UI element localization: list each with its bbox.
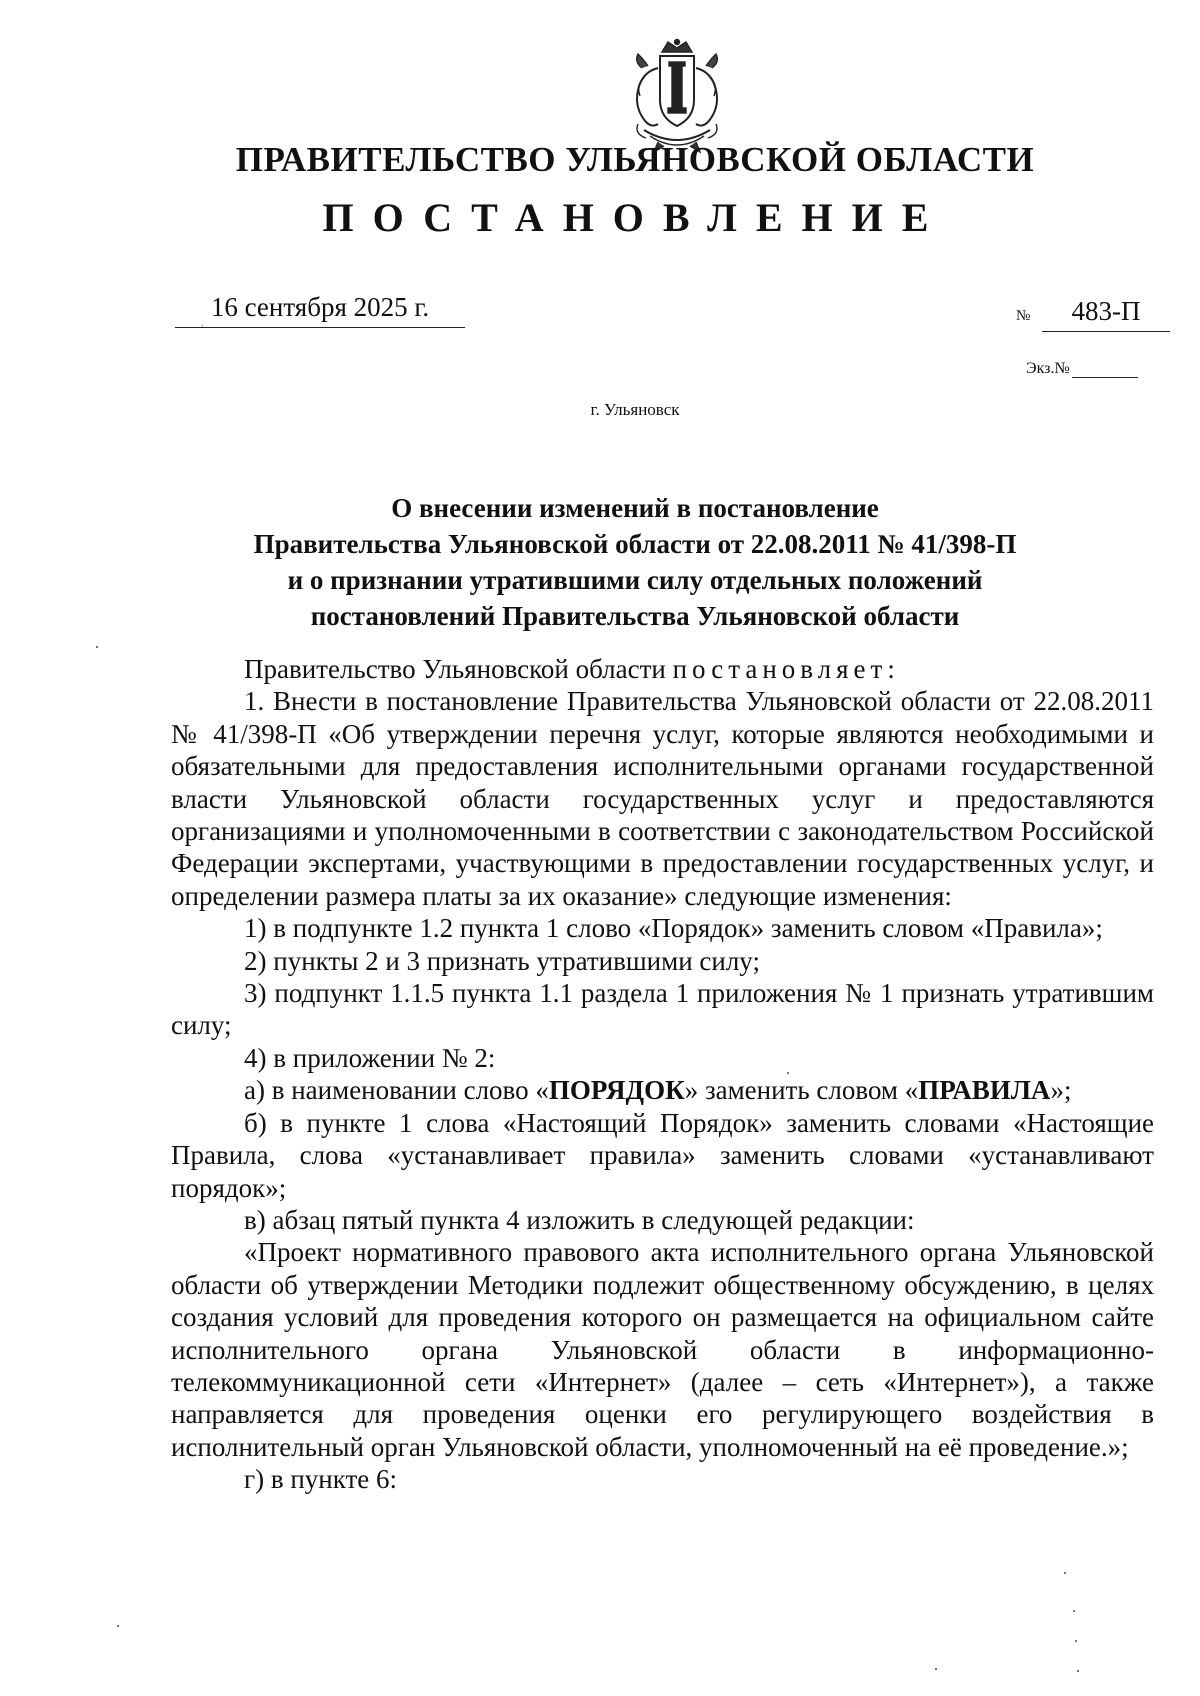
document-number: 483-П xyxy=(1042,296,1170,332)
preamble-prefix: Правительство Ульяновской области xyxy=(244,654,673,684)
subitem-4a-middle: » заменить словом « xyxy=(684,1075,919,1106)
subitem-4a-suffix: »; xyxy=(1050,1075,1072,1106)
copy-number-field xyxy=(1026,360,1138,378)
scan-speck xyxy=(1077,1670,1079,1672)
subitem-4a-old-word: ПОРЯДОК xyxy=(548,1075,685,1106)
subitem-4a-paragraph xyxy=(171,1074,1154,1106)
document-body xyxy=(171,653,1154,1496)
scan-speck xyxy=(1075,1640,1077,1642)
scan-speck xyxy=(787,1072,789,1074)
subitem-4b-paragraph: б) в пункте 1 слова «Настоящий Порядок» заменить словами «Настоящие Правила, слова «устанавливает правила» заменить словами «устанавливают порядок»; xyxy=(171,1107,1154,1203)
scan-speck xyxy=(935,1668,937,1670)
subitem-4a-prefix: а) в наименовании слово « xyxy=(244,1075,549,1106)
scan-speck xyxy=(117,1625,119,1627)
scan-speck xyxy=(96,646,98,648)
subitem-4a-new-word: ПРАВИЛА xyxy=(918,1075,1051,1106)
scan-speck xyxy=(1073,1610,1075,1612)
date-tick-mark: ˈ xyxy=(201,324,205,335)
quoted-paragraph: «Проект нормативного правового акта исполнительного органа Ульяновской области об утверждении Методики подлежит общественному обсуждению, в целях создания условий для проведения которого он размещается на официальном сайте исполнительного органа Ульяновской области в информационно-телекоммуникационной сети «Интернет» (далее – сеть «Интернет»), а также направляется для проведения оценки его регулирующего воздействия в исполнительный орган Ульяновской области, уполномоченный на её проведение.»; xyxy=(171,1237,1154,1462)
government-title: ПРАВИТЕЛЬСТВО УЛЬЯНОВСКОЙ ОБЛАСТИ xyxy=(235,140,1035,179)
document-date-field xyxy=(175,292,465,335)
copy-number-label: Экз.№ xyxy=(1026,360,1070,377)
issue-city: г. Ульяновск xyxy=(590,400,680,419)
subject-line: и о признании утратившими силу отдельных положений xyxy=(287,565,983,595)
scan-speck xyxy=(1064,1572,1066,1574)
preamble-paragraph xyxy=(171,653,1154,685)
subitem-1-paragraph: 1) в подпункте 1.2 пункта 1 слово «Порядок» заменить словом «Правила»; xyxy=(244,913,1103,944)
subject-line: Правительства Ульяновской области от 22.08.2011 № 41/398-П xyxy=(253,529,1017,559)
subject-line: О внесении изменений в постановление xyxy=(391,493,879,523)
subitem-4g-paragraph: г) в пункте 6: xyxy=(244,1464,398,1495)
document-date: 16 сентября 2025 г. xyxy=(210,292,430,322)
subitem-4-paragraph: 4) в приложении № 2: xyxy=(244,1042,496,1073)
subitem-2-paragraph: 2) пункты 2 и 3 признать утратившими силу; xyxy=(244,945,760,976)
subitem-3-paragraph: 3) подпункт 1.1.5 пункта 1.1 раздела 1 приложения № 1 признать утратившим силу; xyxy=(171,978,1154,1041)
item-1-paragraph: 1. Внести в постановление Правительства Ульяновской области от 22.08.2011 № 41/398-П «Об утверждении перечня услуг, которые являются необходимыми и обязательными для предоставления исполнительными органами государственной власти Ульяновской области государственных услуг и предоставляются организациями и уполномоченными в соответствии с законодательством Российской Федерации экспертами, участвующими в предоставлении государственных услуг, и определении размера платы за их оказание» следующие изменения: xyxy=(171,686,1154,911)
preamble-verb: постановляет: xyxy=(672,654,900,684)
number-sign: № xyxy=(1016,308,1031,324)
subject-line: постановлений Правительства Ульяновской области xyxy=(310,601,960,631)
document-type-title: ПОСТАНОВЛЕНИЕ xyxy=(322,195,948,240)
document-subject xyxy=(0,490,1200,634)
subitem-4v-paragraph: в) абзац пятый пункта 4 изложить в следующей редакции: xyxy=(244,1204,915,1235)
copy-number-blank xyxy=(1072,363,1138,378)
